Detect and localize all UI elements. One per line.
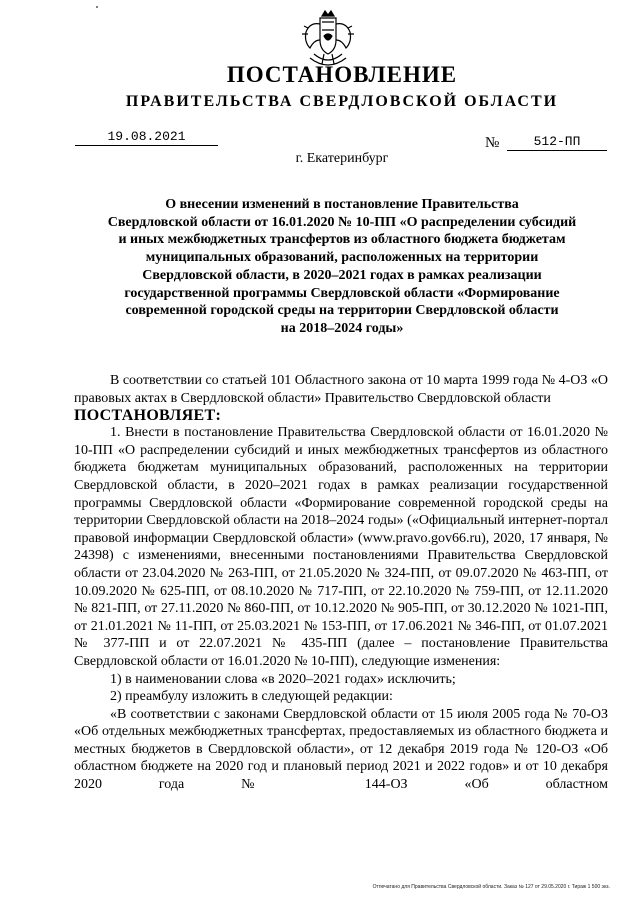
heading-line: О внесении изменений в постановление Правительства	[165, 197, 519, 212]
scan-dot	[96, 6, 98, 8]
document-heading	[70, 196, 614, 338]
heading-line: муниципальных образований, расположенных на территории	[145, 250, 539, 266]
heading-line: на 2018–2024 годы»	[280, 320, 404, 336]
document-body	[74, 372, 608, 794]
issuer-subtitle: ПРАВИТЕЛЬСТВА СВЕРДЛОВСКОЙ ОБЛАСТИ	[125, 93, 559, 110]
item-1-paragraph: 1. Внести в постановление Правительства Свердловской области от 16.01.2020 № 10-ПП «О распределении субсидий и иных межбюджетных трансфертов из областного бюджета бюджетам муниципальных образований, расположенных на территории Свердловской области, в 2020–2021 годах в рамках реализации государственной программы Свердловской области «Формирование современной городской среды на территории Свердловской области на 2018–2024 годы» («Официальный интернет-портал правовой информации Свердловской области» (www.pravo.gov66.ru), 2020, 17 января, № 24398) с изменениями, внесенными постановлениями Правительства Свердловской области от 23.04.2020 № 263-ПП, от 21.05.2020 № 324-ПП, от 09.07.2020 № 463-ПП, от 10.09.2020 № 625-ПП, от 08.10.2020 № 717-ПП, от 22.10.2020 № 759-ПП, от 12.11.2020 № 821-ПП, от 27.11.2020 № 860-ПП, от 10.12.2020 № 905-ПП, от 30.12.2020 № 1021-ПП, от 21.01.2021 № 11-ПП, от 25.03.2021 № 153-ПП, от 17.06.2021 № 346-ПП, от 01.07.2021 № 377-ПП и от 22.07.2021 № 435-ПП (далее – постановление Правительства Свердловской области от 16.01.2020 № 10-ПП), следующие изменения:	[74, 425, 608, 669]
city: г. Екатеринбург	[295, 151, 389, 166]
heading-line: Свердловской области, в 2020–2021 годах в рамках реализации	[142, 267, 542, 283]
document-date: 19.08.2021	[75, 129, 218, 146]
print-imprint: Отпечатано для Правительства Свердловской области. Заказ № 127 от 29.05.2020 г. Тираж 1 500 экз.	[372, 884, 610, 890]
heading-line: современной городской среды на территории Свердловской области	[125, 303, 559, 319]
subitem-2-paragraph: 2) преамбулу изложить в следующей редакции:	[110, 689, 393, 705]
number-sign: №	[485, 135, 500, 151]
heading-line: Свердловской области от 16.01.2020 № 10-ПП «О распределении субсидий	[107, 214, 577, 230]
document-title: ПОСТАНОВЛЕНИЕ	[226, 62, 458, 87]
document-number: 512-ПП	[507, 134, 607, 151]
decree-word: ПОСТАНОВЛЯЕТ:	[74, 407, 222, 425]
quoted-preamble-paragraph: «В соответствии с законами Свердловской области от 15 июля 2005 года № 70-ОЗ «Об отдельных межбюджетных трансфертах, предоставляемых из областного бюджета и местных бюджетов в Свердловской области», от 12 декабря 2019 года № 120-ОЗ «Об областном бюджете на 2020 год и плановый период 2021 и 2022 годов» и от 10 декабря 2020 года № 144-ОЗ «Об областном	[74, 706, 608, 793]
heading-line: государственной программы Свердловской области «Формирование	[124, 285, 560, 301]
preamble-paragraph: В соответствии со статьей 101 Областного закона от 10 марта 1999 года № 4-ОЗ «О правовых актах в Свердловской области» Правительство Свердловской области	[74, 373, 608, 406]
heading-line: и иных межбюджетных трансфертов из областного бюджета бюджетам	[118, 232, 566, 248]
subitem-1-paragraph: 1) в наименовании слова «в 2020–2021 годах» исключить;	[110, 671, 456, 687]
